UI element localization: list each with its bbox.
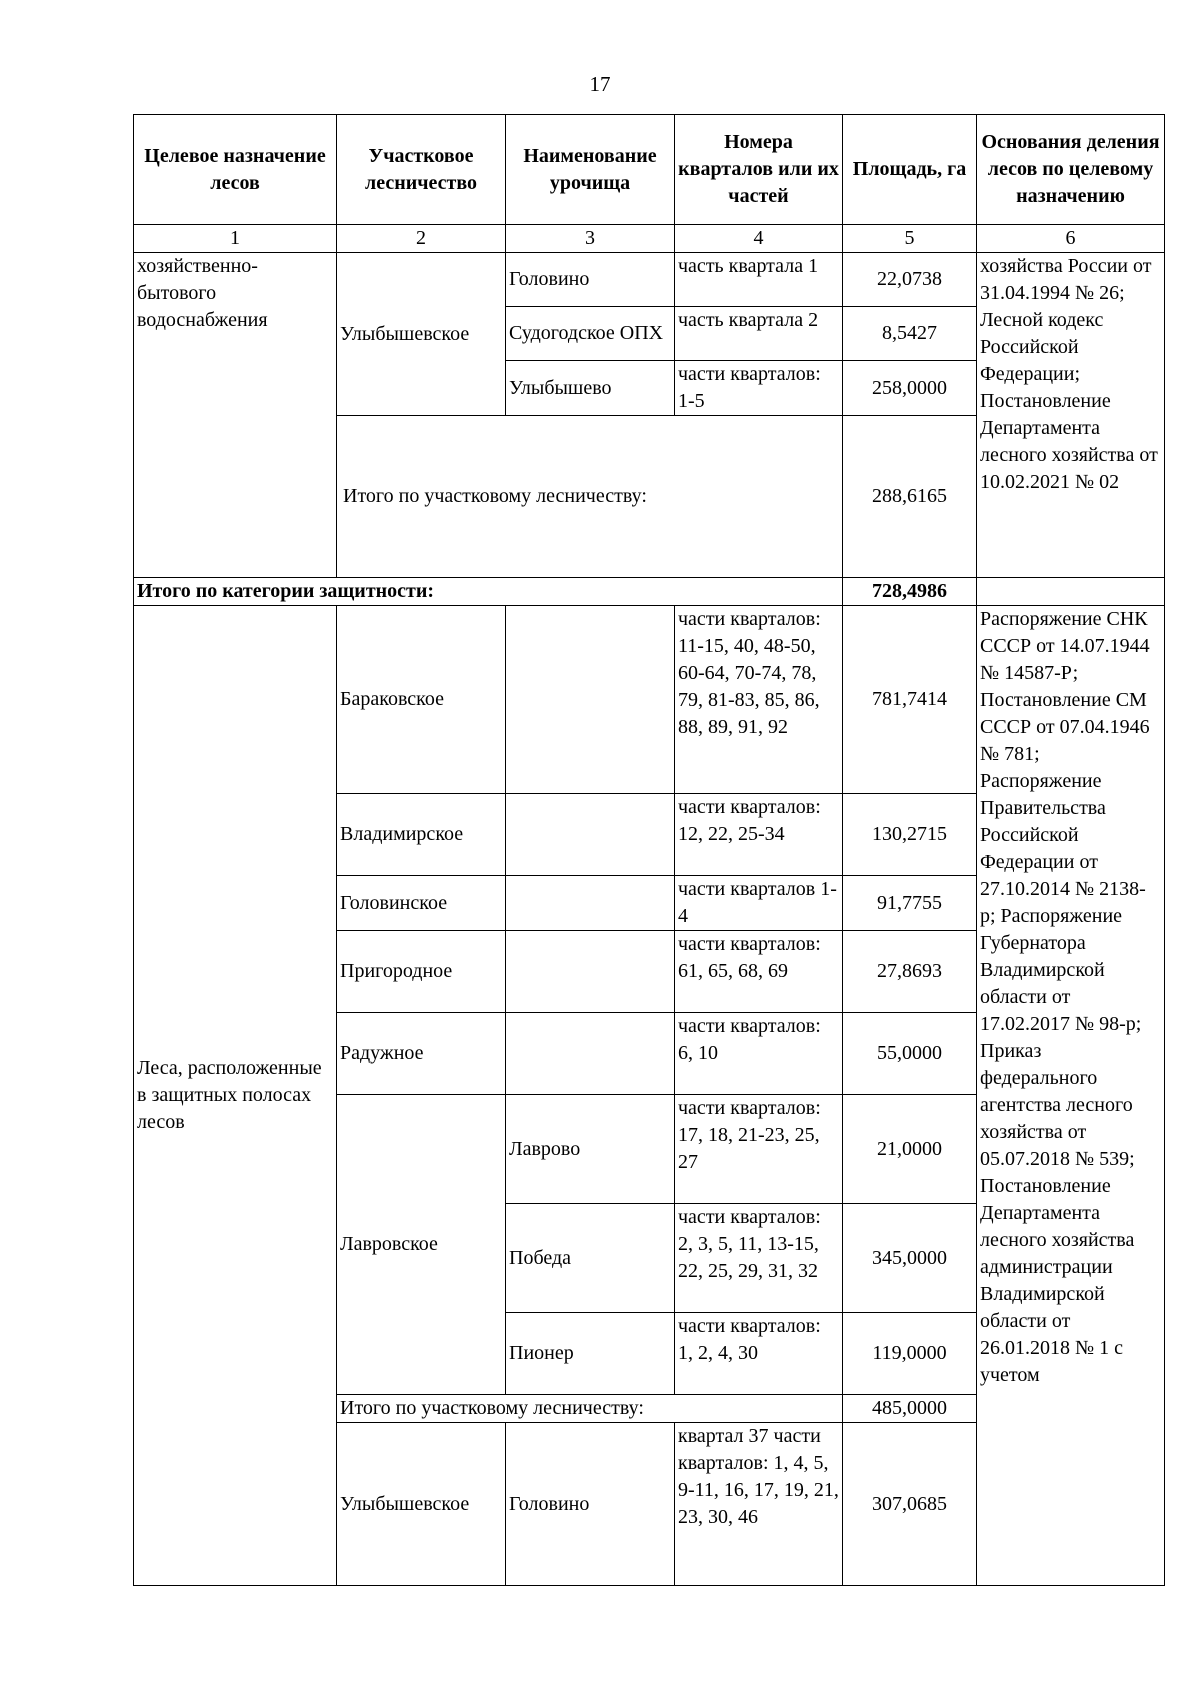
tract-cell: Улыбышево bbox=[506, 361, 675, 416]
subtotal-label: Итого по участковому лесничеству: bbox=[337, 416, 843, 578]
area-cell: 258,0000 bbox=[843, 361, 977, 416]
quarters-cell: части кварталов: 1-5 bbox=[675, 361, 843, 416]
area-cell: 130,2715 bbox=[843, 794, 977, 876]
empty-cell bbox=[977, 578, 1165, 606]
area-cell: 8,5427 bbox=[843, 307, 977, 361]
quarters-cell: части кварталов 1-4 bbox=[675, 876, 843, 931]
column-number: 3 bbox=[506, 225, 675, 253]
header-basis: Основания деления лесов по целевому назначению bbox=[977, 115, 1165, 225]
header-quarters: Номера кварталов или их частей bbox=[675, 115, 843, 225]
tract-cell bbox=[506, 876, 675, 931]
quarters-cell: части кварталов: 61, 65, 68, 69 bbox=[675, 931, 843, 1013]
header-forestry: Участковое лесничество bbox=[337, 115, 506, 225]
basis-cell: Распоряжение СНК СССР от 14.07.1944 № 14587-Р; Постановление СМ СССР от 07.04.1946 № 781; Распоряжение Правительства Российской Федерации от 27.10.2014 № 2138-р; Распоряжение Губернатора Владимирской области от 17.02.2017 № 98-р; Приказ федерального агентства лесного хозяйства от 05.07.2018 № 539; Постановление Департамента лесного хозяйства администрации Владимирской области от 26.01.2018 № 1 с учетом bbox=[977, 606, 1165, 1586]
category-total-row bbox=[134, 578, 1165, 606]
column-number: 2 bbox=[337, 225, 506, 253]
tract-cell: Пионер bbox=[506, 1313, 675, 1395]
area-cell: 119,0000 bbox=[843, 1313, 977, 1395]
column-number: 6 bbox=[977, 225, 1165, 253]
column-number: 5 bbox=[843, 225, 977, 253]
category-total-label: Итого по категории защитности: bbox=[134, 578, 843, 606]
forestry-cell: Радужное bbox=[337, 1013, 506, 1095]
quarters-cell: части кварталов: 2, 3, 5, 11, 13-15, 22, 25, 29, 31, 32 bbox=[675, 1204, 843, 1313]
forestry-cell: Лавровское bbox=[337, 1095, 506, 1395]
quarters-cell: части кварталов: 12, 22, 25-34 bbox=[675, 794, 843, 876]
forestry-cell: Улыбышевское bbox=[337, 1423, 506, 1586]
quarters-cell: части кварталов: 6, 10 bbox=[675, 1013, 843, 1095]
header-purpose: Целевое назначение лесов bbox=[134, 115, 337, 225]
tract-cell bbox=[506, 794, 675, 876]
area-cell: 21,0000 bbox=[843, 1095, 977, 1204]
area-cell: 345,0000 bbox=[843, 1204, 977, 1313]
subtotal-label: Итого по участковому лесничеству: bbox=[337, 1395, 843, 1423]
forest-purpose-table bbox=[133, 114, 1165, 1586]
tract-cell: Головино bbox=[506, 253, 675, 307]
basis-cell: хозяйства России от 31.04.1994 № 26; Лесной кодекс Российской Федерации; Постановление Департамента лесного хозяйства от 10.02.2021 № 02 bbox=[977, 253, 1165, 578]
tract-cell: Судогодское ОПХ bbox=[506, 307, 675, 361]
tract-cell bbox=[506, 1013, 675, 1095]
tract-cell bbox=[506, 606, 675, 794]
column-number: 4 bbox=[675, 225, 843, 253]
column-number-row bbox=[134, 225, 1165, 253]
header-row bbox=[134, 115, 1165, 225]
header-area: Площадь, га bbox=[843, 115, 977, 225]
quarters-cell: части кварталов: 17, 18, 21-23, 25, 27 bbox=[675, 1095, 843, 1204]
forestry-cell: Бараковское bbox=[337, 606, 506, 794]
tract-cell: Лаврово bbox=[506, 1095, 675, 1204]
column-number: 1 bbox=[134, 225, 337, 253]
table-row bbox=[134, 253, 1165, 307]
area-cell: 27,8693 bbox=[843, 931, 977, 1013]
forestry-cell: Владимирское bbox=[337, 794, 506, 876]
area-cell: 55,0000 bbox=[843, 1013, 977, 1095]
tract-cell bbox=[506, 931, 675, 1013]
purpose-cell: хозяйственно-бытового водоснабжения bbox=[134, 253, 337, 578]
quarters-cell: части кварталов: 1, 2, 4, 30 bbox=[675, 1313, 843, 1395]
category-total-area: 728,4986 bbox=[843, 578, 977, 606]
area-cell: 91,7755 bbox=[843, 876, 977, 931]
quarters-cell: части кварталов: 11-15, 40, 48-50, 60-64, 70-74, 78, 79, 81-83, 85, 86, 88, 89, 91, 92 bbox=[675, 606, 843, 794]
area-cell: 307,0685 bbox=[843, 1423, 977, 1586]
header-tract: Наименование урочища bbox=[506, 115, 675, 225]
page-number: 17 bbox=[589, 72, 611, 96]
purpose-cell: Леса, расположенные в защитных полосах лесов bbox=[134, 606, 337, 1586]
quarters-cell: квартал 37 части кварталов: 1, 4, 5, 9-11, 16, 17, 19, 21, 23, 30, 46 bbox=[675, 1423, 843, 1586]
forestry-cell: Пригородное bbox=[337, 931, 506, 1013]
subtotal-area: 288,6165 bbox=[843, 416, 977, 578]
quarters-cell: часть квартала 1 bbox=[675, 253, 843, 307]
quarters-cell: часть квартала 2 bbox=[675, 307, 843, 361]
subtotal-area: 485,0000 bbox=[843, 1395, 977, 1423]
table-row bbox=[134, 606, 1165, 794]
area-cell: 781,7414 bbox=[843, 606, 977, 794]
area-cell: 22,0738 bbox=[843, 253, 977, 307]
forestry-cell: Головинское bbox=[337, 876, 506, 931]
forestry-cell: Улыбышевское bbox=[337, 253, 506, 416]
tract-cell: Победа bbox=[506, 1204, 675, 1313]
tract-cell: Головино bbox=[506, 1423, 675, 1586]
